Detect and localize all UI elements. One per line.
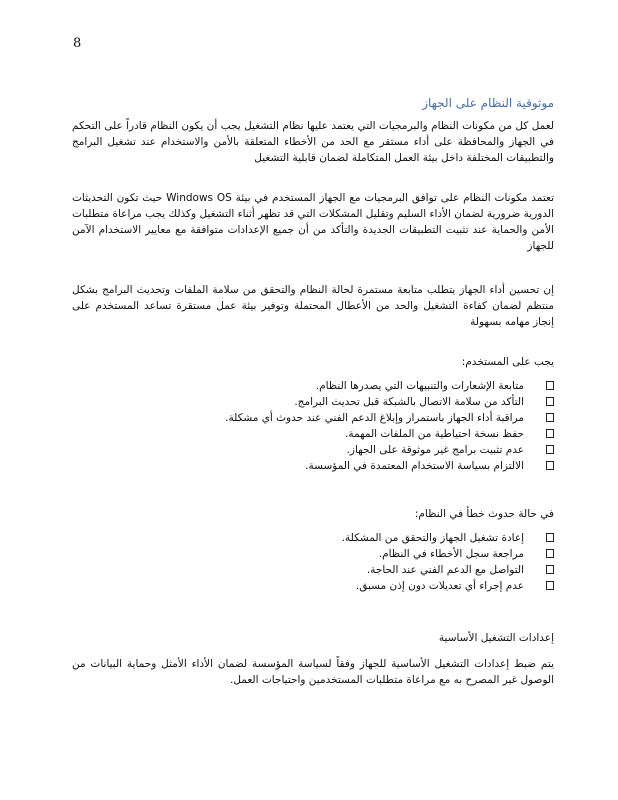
bullet-list-2 [72, 530, 554, 594]
paragraph-1: لعمل كل من مكونات النظام والبرمجيات التي يعتمد عليها نظام التشغيل يجب أن يكون النظام قادراً على التحكم في الجهاز والمحافظة على أداء مستقر مع الحد من الأخطاء المتعلقة بالأمن والاستخدام عند تشغيل البرامج والتطبيقات المختلفة داخل بيئة العمل المتكاملة لضمان قابلية التشغيل [72, 120, 554, 164]
list-item [72, 562, 554, 578]
list-item-text: مراجعة سجل الأخطاء في النظام. [378, 548, 524, 560]
list-item-text: عدم تثبيت برامج غير موثوقة على الجهاز. [346, 444, 524, 456]
checkbox-bullet-icon [546, 565, 554, 574]
list-item [72, 426, 554, 442]
checkbox-bullet-icon [546, 429, 554, 438]
list-item-text: متابعة الإشعارات والتنبيهات التي يصدرها النظام. [315, 380, 524, 392]
list-item [72, 530, 554, 546]
list-item [72, 394, 554, 410]
list-item-text: إعادة تشغيل الجهاز والتحقق من المشكلة. [341, 532, 524, 544]
list-item [72, 378, 554, 394]
paragraph-2: تعتمد مكونات النظام على توافق البرمجيات مع الجهاز المستخدم في بيئة Windows OS حيث تكون التحديثات الدورية ضرورية لضمان الأداء السليم وتقليل المشكلات التي قد تظهر أثناء التشغيل وكذلك يجب مراعاة متطلبات الأمن والحماية عند تثبيت التطبيقات الجديدة والتأكد من أن جميع الإعدادات متوافقة مع معايير الاستخدام الآمن للجهاز [72, 192, 555, 252]
list-item [72, 410, 554, 426]
checkbox-bullet-icon [546, 397, 554, 406]
subheading-1: يجب على المستخدم: [461, 356, 554, 368]
checkbox-bullet-icon [546, 461, 554, 470]
checkbox-bullet-icon [546, 445, 554, 454]
list-item-text: عدم إجراء أي تعديلات دون إذن مسبق. [355, 580, 524, 592]
list-item [72, 442, 554, 458]
checkbox-bullet-icon [546, 533, 554, 542]
page-number: 8 [73, 36, 82, 51]
list-item [72, 578, 554, 594]
list-item-text: التواصل مع الدعم الفني عند الحاجة. [366, 564, 524, 576]
subheading-2: في حالة حدوث خطأ في النظام: [414, 508, 554, 520]
list-item-text: مراقبة أداء الجهاز باستمرار وإبلاغ الدعم الفني عند حدوث أي مشكلة. [225, 412, 524, 424]
paragraph-4: يتم ضبط إعدادات التشغيل الأساسية للجهاز وفقاً لسياسة المؤسسة لضمان الأداء الأمثل وحماية البيانات من الوصول غير المصرح به مع مراعاة متطلبات المستخدمين واحتياجات العمل. [72, 658, 554, 686]
section-heading-2: إعدادات التشغيل الأساسية [438, 632, 554, 644]
checkbox-bullet-icon [546, 549, 554, 558]
checkbox-bullet-icon [546, 413, 554, 422]
list-item [72, 458, 554, 474]
list-item [72, 546, 554, 562]
checkbox-bullet-icon [546, 381, 554, 390]
list-item-text: حفظ نسخة احتياطية من الملفات المهمة. [345, 428, 524, 440]
section-heading: موثوقية النظام على الجهاز [422, 96, 554, 110]
list-item-text: التأكد من سلامة الاتصال بالشبكة قبل تحديث البرامج. [294, 396, 524, 408]
bullet-list-1 [72, 378, 554, 474]
list-item-text: الالتزام بسياسة الاستخدام المعتمدة في المؤسسة. [305, 460, 524, 472]
checkbox-bullet-icon [546, 581, 554, 590]
paragraph-3: إن تحسين أداء الجهاز يتطلب متابعة مستمرة لحالة النظام والتحقق من سلامة الملفات وتحديث البرامج بشكل منتظم لضمان كفاءة التشغيل والحد من الأعطال المحتملة وتوفير بيئة عمل مستقرة تساعد المستخدم على إنجاز مهامه بسهولة [72, 284, 554, 328]
